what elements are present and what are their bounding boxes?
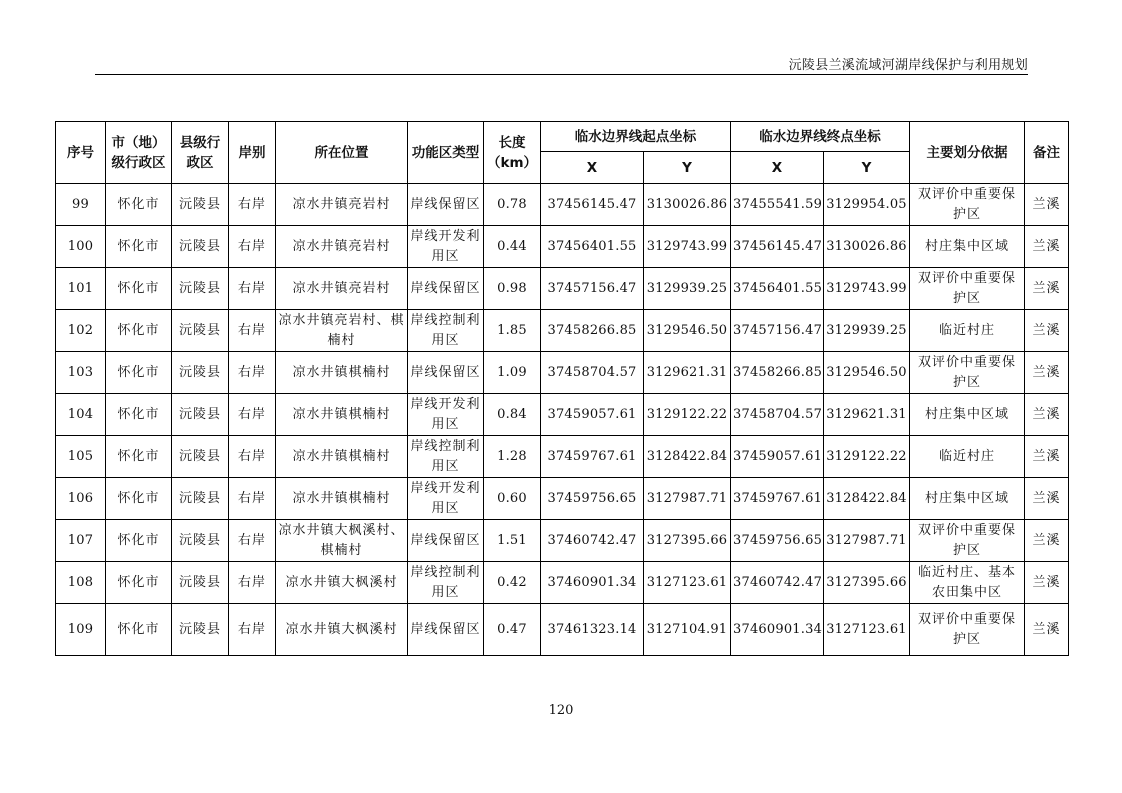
cell-length: 0.47: [484, 604, 541, 656]
table-row: [56, 226, 1069, 268]
cell-length: 0.98: [484, 268, 541, 310]
cell-end-y: 3129743.99: [824, 268, 910, 310]
cell-seq: 108: [56, 562, 106, 604]
header-rule: [95, 74, 1028, 75]
cell-zone-type: 岸线开发利用区: [408, 394, 484, 436]
cell-basis: 村庄集中区域: [910, 394, 1025, 436]
cell-length: 1.28: [484, 436, 541, 478]
cell-length: 1.09: [484, 352, 541, 394]
cell-basis: 双评价中重要保护区: [910, 520, 1025, 562]
cell-end-x: 37460742.47: [731, 562, 824, 604]
cell-start-y: 3129743.99: [644, 226, 731, 268]
cell-basis: 双评价中重要保护区: [910, 184, 1025, 226]
cell-county: 沅陵县: [172, 352, 229, 394]
cell-seq: 99: [56, 184, 106, 226]
cell-start-x: 37456401.55: [541, 226, 644, 268]
cell-end-x: 37459756.65: [731, 520, 824, 562]
cell-county: 沅陵县: [172, 394, 229, 436]
cell-bank: 右岸: [229, 394, 276, 436]
cell-basis: 临近村庄: [910, 436, 1025, 478]
table-row: [56, 478, 1069, 520]
cell-city: 怀化市: [106, 310, 172, 352]
table-row: [56, 562, 1069, 604]
cell-end-x: 37459057.61: [731, 436, 824, 478]
cell-start-y: 3130026.86: [644, 184, 731, 226]
cell-seq: 100: [56, 226, 106, 268]
cell-start-y: 3127987.71: [644, 478, 731, 520]
header-note: 备注: [1025, 122, 1069, 184]
cell-end-y: 3129546.50: [824, 352, 910, 394]
cell-end-x: 37457156.47: [731, 310, 824, 352]
cell-note: 兰溪: [1025, 436, 1069, 478]
cell-basis: 村庄集中区域: [910, 478, 1025, 520]
cell-location: 凉水井镇亮岩村: [276, 226, 408, 268]
cell-basis: 双评价中重要保护区: [910, 268, 1025, 310]
cell-note: 兰溪: [1025, 394, 1069, 436]
cell-end-y: 3128422.84: [824, 478, 910, 520]
cell-zone-type: 岸线控制利用区: [408, 310, 484, 352]
cell-city: 怀化市: [106, 268, 172, 310]
cell-note: 兰溪: [1025, 184, 1069, 226]
table-row: [56, 352, 1069, 394]
cell-seq: 106: [56, 478, 106, 520]
cell-length: 0.44: [484, 226, 541, 268]
cell-start-x: 37458704.57: [541, 352, 644, 394]
cell-end-x: 37459767.61: [731, 478, 824, 520]
cell-zone-type: 岸线控制利用区: [408, 436, 484, 478]
table-row: [56, 268, 1069, 310]
table-row: [56, 184, 1069, 226]
cell-zone-type: 岸线开发利用区: [408, 478, 484, 520]
cell-note: 兰溪: [1025, 562, 1069, 604]
cell-start-x: 37461323.14: [541, 604, 644, 656]
cell-seq: 101: [56, 268, 106, 310]
cell-note: 兰溪: [1025, 520, 1069, 562]
cell-length: 0.60: [484, 478, 541, 520]
shoreline-zone-table: [55, 121, 1069, 656]
table-row: [56, 394, 1069, 436]
cell-county: 沅陵县: [172, 310, 229, 352]
cell-start-y: 3129621.31: [644, 352, 731, 394]
cell-end-y: 3129939.25: [824, 310, 910, 352]
cell-city: 怀化市: [106, 436, 172, 478]
cell-zone-type: 岸线保留区: [408, 184, 484, 226]
cell-location: 凉水井镇棋楠村: [276, 436, 408, 478]
cell-start-y: 3127395.66: [644, 520, 731, 562]
cell-start-y: 3127104.91: [644, 604, 731, 656]
cell-end-y: 3129954.05: [824, 184, 910, 226]
cell-basis: 双评价中重要保护区: [910, 604, 1025, 656]
cell-start-x: 37459057.61: [541, 394, 644, 436]
cell-start-x: 37460901.34: [541, 562, 644, 604]
cell-location: 凉水井镇棋楠村: [276, 394, 408, 436]
cell-end-y: 3129122.22: [824, 436, 910, 478]
cell-bank: 右岸: [229, 520, 276, 562]
cell-city: 怀化市: [106, 562, 172, 604]
cell-city: 怀化市: [106, 604, 172, 656]
cell-zone-type: 岸线控制利用区: [408, 562, 484, 604]
cell-note: 兰溪: [1025, 352, 1069, 394]
cell-county: 沅陵县: [172, 226, 229, 268]
cell-bank: 右岸: [229, 604, 276, 656]
cell-county: 沅陵县: [172, 562, 229, 604]
cell-start-x: 37457156.47: [541, 268, 644, 310]
cell-seq: 105: [56, 436, 106, 478]
header-basis: 主要划分依据: [910, 122, 1025, 184]
header-county: 县级行政区: [172, 122, 229, 184]
cell-bank: 右岸: [229, 226, 276, 268]
header-seq: 序号: [56, 122, 106, 184]
cell-start-y: 3129546.50: [644, 310, 731, 352]
table-row: [56, 604, 1069, 656]
cell-city: 怀化市: [106, 226, 172, 268]
header-city: 市（地）级行政区: [106, 122, 172, 184]
cell-start-y: 3129939.25: [644, 268, 731, 310]
cell-location: 凉水井镇大枫溪村: [276, 562, 408, 604]
cell-bank: 右岸: [229, 478, 276, 520]
cell-length: 1.85: [484, 310, 541, 352]
cell-end-x: 37458704.57: [731, 394, 824, 436]
cell-zone-type: 岸线保留区: [408, 604, 484, 656]
cell-basis: 临近村庄、基本农田集中区: [910, 562, 1025, 604]
cell-end-x: 37456145.47: [731, 226, 824, 268]
cell-location: 凉水井镇亮岩村: [276, 184, 408, 226]
header-zone-type: 功能区类型: [408, 122, 484, 184]
cell-bank: 右岸: [229, 184, 276, 226]
cell-bank: 右岸: [229, 562, 276, 604]
cell-county: 沅陵县: [172, 520, 229, 562]
cell-county: 沅陵县: [172, 436, 229, 478]
cell-length: 0.84: [484, 394, 541, 436]
cell-city: 怀化市: [106, 394, 172, 436]
cell-note: 兰溪: [1025, 604, 1069, 656]
cell-city: 怀化市: [106, 520, 172, 562]
header-start-coord: 临水边界线起点坐标: [541, 122, 731, 152]
cell-start-y: 3128422.84: [644, 436, 731, 478]
cell-zone-type: 岸线保留区: [408, 352, 484, 394]
cell-length: 1.51: [484, 520, 541, 562]
cell-bank: 右岸: [229, 352, 276, 394]
cell-note: 兰溪: [1025, 226, 1069, 268]
cell-county: 沅陵县: [172, 184, 229, 226]
cell-location: 凉水井镇亮岩村、棋楠村: [276, 310, 408, 352]
cell-length: 0.78: [484, 184, 541, 226]
cell-end-y: 3127395.66: [824, 562, 910, 604]
cell-seq: 107: [56, 520, 106, 562]
header-location: 所在位置: [276, 122, 408, 184]
cell-bank: 右岸: [229, 436, 276, 478]
cell-city: 怀化市: [106, 184, 172, 226]
cell-seq: 102: [56, 310, 106, 352]
table-row: [56, 310, 1069, 352]
cell-start-x: 37458266.85: [541, 310, 644, 352]
table-body: [56, 184, 1069, 656]
table-row: [56, 436, 1069, 478]
cell-seq: 103: [56, 352, 106, 394]
cell-note: 兰溪: [1025, 310, 1069, 352]
cell-note: 兰溪: [1025, 268, 1069, 310]
cell-end-y: 3127123.61: [824, 604, 910, 656]
header-bank: 岸别: [229, 122, 276, 184]
cell-end-x: 37456401.55: [731, 268, 824, 310]
cell-zone-type: 岸线保留区: [408, 520, 484, 562]
cell-end-y: 3127987.71: [824, 520, 910, 562]
cell-location: 凉水井镇大枫溪村、棋楠村: [276, 520, 408, 562]
cell-location: 凉水井镇棋楠村: [276, 352, 408, 394]
cell-city: 怀化市: [106, 352, 172, 394]
cell-seq: 109: [56, 604, 106, 656]
cell-bank: 右岸: [229, 268, 276, 310]
cell-length: 0.42: [484, 562, 541, 604]
cell-start-x: 37460742.47: [541, 520, 644, 562]
table-row: [56, 520, 1069, 562]
cell-location: 凉水井镇亮岩村: [276, 268, 408, 310]
header-end-coord: 临水边界线终点坐标: [731, 122, 910, 152]
cell-county: 沅陵县: [172, 268, 229, 310]
page-number: 120: [548, 703, 574, 718]
cell-note: 兰溪: [1025, 478, 1069, 520]
cell-zone-type: 岸线开发利用区: [408, 226, 484, 268]
cell-start-x: 37459756.65: [541, 478, 644, 520]
cell-start-y: 3129122.22: [644, 394, 731, 436]
cell-county: 沅陵县: [172, 478, 229, 520]
cell-seq: 104: [56, 394, 106, 436]
cell-start-y: 3127123.61: [644, 562, 731, 604]
header-length: 长度（km）: [484, 122, 541, 184]
cell-basis: 临近村庄: [910, 310, 1025, 352]
cell-end-y: 3129621.31: [824, 394, 910, 436]
cell-end-x: 37460901.34: [731, 604, 824, 656]
cell-basis: 村庄集中区域: [910, 226, 1025, 268]
cell-location: 凉水井镇棋楠村: [276, 478, 408, 520]
header-end-x: X: [731, 152, 824, 184]
cell-bank: 右岸: [229, 310, 276, 352]
header-start-x: X: [541, 152, 644, 184]
cell-end-x: 37458266.85: [731, 352, 824, 394]
page-header-title: 沅陵县兰溪流域河湖岸线保护与利用规划: [788, 58, 1028, 73]
cell-end-x: 37455541.59: [731, 184, 824, 226]
cell-zone-type: 岸线保留区: [408, 268, 484, 310]
cell-location: 凉水井镇大枫溪村: [276, 604, 408, 656]
cell-start-x: 37459767.61: [541, 436, 644, 478]
header-end-y: Y: [824, 152, 910, 184]
cell-end-y: 3130026.86: [824, 226, 910, 268]
header-start-y: Y: [644, 152, 731, 184]
cell-county: 沅陵县: [172, 604, 229, 656]
cell-city: 怀化市: [106, 478, 172, 520]
cell-basis: 双评价中重要保护区: [910, 352, 1025, 394]
cell-start-x: 37456145.47: [541, 184, 644, 226]
